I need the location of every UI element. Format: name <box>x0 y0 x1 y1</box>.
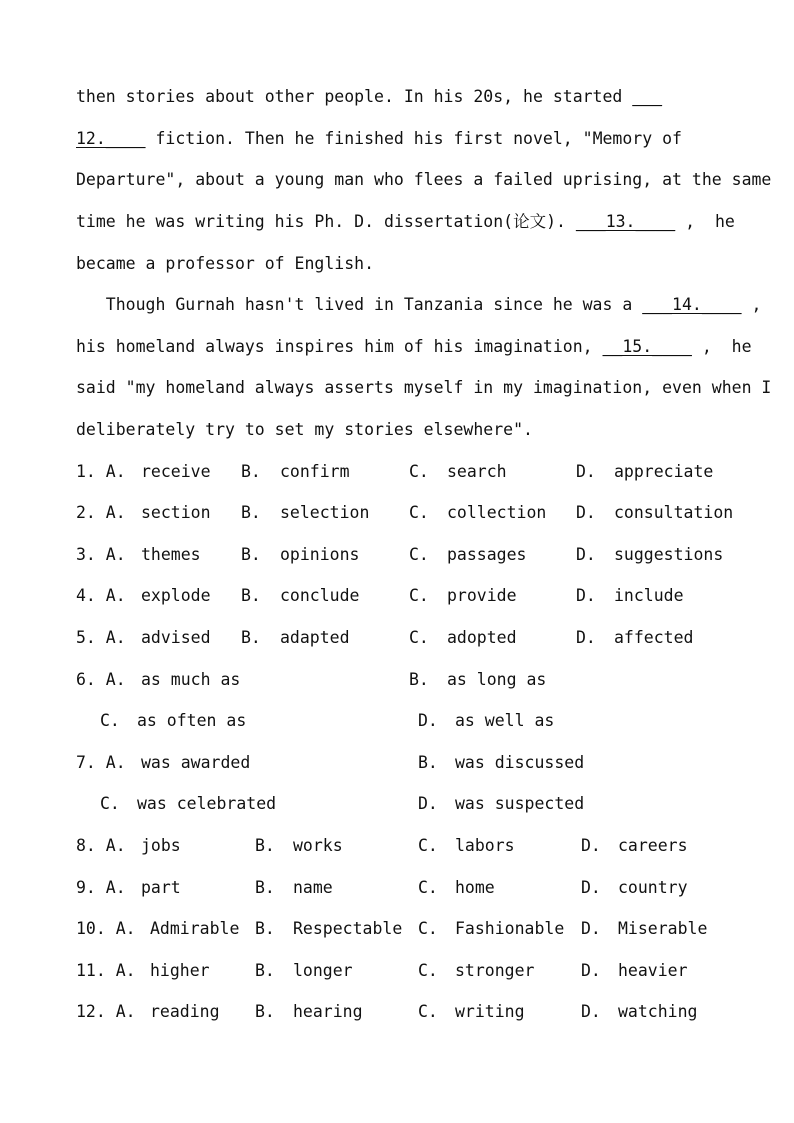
option-c: passages <box>447 545 527 564</box>
option-a: themes <box>141 545 201 564</box>
option-a: receive <box>141 462 211 481</box>
option-d: appreciate <box>614 462 714 481</box>
option-b: name <box>293 878 333 897</box>
option-c-letter: C. <box>409 545 429 564</box>
option-d-letter: D. <box>581 919 601 938</box>
text: , he <box>675 212 735 231</box>
passage-line-9: deliberately try to set my stories elsewhere". <box>76 420 533 439</box>
option-d: watching <box>618 1002 698 1021</box>
option-d-letter: D. <box>581 961 601 980</box>
option-c-letter: C. <box>418 919 438 938</box>
option-b: selection <box>280 503 370 522</box>
option-a: explode <box>141 586 211 605</box>
question-number: 1. A. <box>76 462 126 481</box>
option-b: works <box>293 836 343 855</box>
question-number: 8. A. <box>76 836 126 855</box>
passage-line-1 <box>76 86 662 108</box>
option-d-letter: D. <box>581 1002 601 1021</box>
option-a: section <box>141 503 211 522</box>
question-number: 11. A. <box>76 961 136 980</box>
option-d: careers <box>618 836 688 855</box>
option-c-letter: C. <box>409 586 429 605</box>
text: fiction. Then he finished his first novel, "Memory of <box>145 129 682 148</box>
option-c: adopted <box>447 628 517 647</box>
option-b: hearing <box>293 1002 363 1021</box>
option-d: consultation <box>614 503 734 522</box>
option-d: include <box>614 586 684 605</box>
option-d: heavier <box>618 961 688 980</box>
blank-12-start: ___ <box>632 87 663 106</box>
option-d: was suspected <box>455 794 585 813</box>
option-a: reading <box>150 1002 220 1021</box>
option-d-letter: D. <box>576 545 596 564</box>
option-c-letter: C. <box>418 836 438 855</box>
option-b-letter: B. <box>255 961 275 980</box>
option-b-letter: B. <box>241 462 261 481</box>
blank-13: ___13.____ <box>575 212 676 231</box>
passage-line-8: said "my homeland always asserts myself in my imagination, even when I <box>76 378 772 397</box>
option-c: as often as <box>137 711 247 730</box>
option-a: was awarded <box>141 753 251 772</box>
question-number: 7. A. <box>76 753 126 772</box>
option-b: conclude <box>280 586 360 605</box>
blank-15: __15.____ <box>602 337 692 356</box>
option-a: as much as <box>141 670 241 689</box>
option-c: stronger <box>455 961 535 980</box>
option-c: Fashionable <box>455 919 565 938</box>
option-b-letter: B. <box>241 628 261 647</box>
option-d-letter: D. <box>581 836 601 855</box>
option-a: advised <box>141 628 211 647</box>
question-number: 12. A. <box>76 1002 136 1021</box>
option-c-letter: C. <box>100 711 120 730</box>
passage-line-7 <box>76 336 752 358</box>
option-a: part <box>141 878 181 897</box>
blank-14: ___14.____ <box>642 295 742 314</box>
option-d: Miserable <box>618 919 708 938</box>
option-c-letter: C. <box>418 878 438 897</box>
option-c-letter: C. <box>418 1002 438 1021</box>
passage-line-2 <box>76 128 682 150</box>
option-b-letter: B. <box>255 878 275 897</box>
option-c-letter: C. <box>418 961 438 980</box>
text: time he was writing his Ph. D. dissertation(论文). <box>76 212 576 231</box>
option-c: collection <box>447 503 547 522</box>
option-c: labors <box>455 836 515 855</box>
question-number: 3. A. <box>76 545 126 564</box>
option-c-letter: C. <box>100 794 120 813</box>
option-b: opinions <box>280 545 360 564</box>
option-d: suggestions <box>614 545 724 564</box>
text: then stories about other people. In his 20s, he started <box>76 87 633 106</box>
question-number: 9. A. <box>76 878 126 897</box>
option-c: home <box>455 878 495 897</box>
option-b: adapted <box>280 628 350 647</box>
option-d: as well as <box>455 711 555 730</box>
question-number: 2. A. <box>76 503 126 522</box>
text: , <box>741 295 762 314</box>
passage-line-4 <box>76 211 735 233</box>
option-b-letter: B. <box>255 836 275 855</box>
option-d-letter: D. <box>576 586 596 605</box>
question-number: 4. A. <box>76 586 126 605</box>
option-d-letter: D. <box>418 794 438 813</box>
option-d-letter: D. <box>576 462 596 481</box>
blank-12: 12.____ <box>76 129 146 148</box>
option-c-letter: C. <box>409 462 429 481</box>
text: , he <box>691 337 752 356</box>
passage-line-6 <box>76 294 761 316</box>
option-d-letter: D. <box>581 878 601 897</box>
option-d-letter: D. <box>576 628 596 647</box>
option-b-letter: B. <box>241 503 261 522</box>
option-b: as long as <box>447 670 547 689</box>
option-a: higher <box>150 961 210 980</box>
option-b-letter: B. <box>409 670 429 689</box>
option-c-letter: C. <box>409 628 429 647</box>
passage-line-5: became a professor of English. <box>76 254 375 273</box>
option-c: writing <box>455 1002 525 1021</box>
option-a: Admirable <box>150 919 240 938</box>
option-c: provide <box>447 586 517 605</box>
option-b-letter: B. <box>255 1002 275 1021</box>
option-b: confirm <box>280 462 350 481</box>
text: Though Gurnah hasn't lived in Tanzania since he was a <box>76 295 643 314</box>
option-b-letter: B. <box>241 545 261 564</box>
option-d-letter: D. <box>418 711 438 730</box>
option-b-letter: B. <box>255 919 275 938</box>
option-b-letter: B. <box>418 753 438 772</box>
option-c: search <box>447 462 507 481</box>
option-a: jobs <box>141 836 181 855</box>
option-b: was discussed <box>455 753 585 772</box>
option-d: affected <box>614 628 694 647</box>
option-d-letter: D. <box>576 503 596 522</box>
option-d: country <box>618 878 688 897</box>
text: his homeland always inspires him of his imagination, <box>76 337 603 356</box>
option-b-letter: B. <box>241 586 261 605</box>
option-c-letter: C. <box>409 503 429 522</box>
option-b: Respectable <box>293 919 403 938</box>
option-c: was celebrated <box>137 794 277 813</box>
question-number: 5. A. <box>76 628 126 647</box>
passage-line-3: Departure", about a young man who flees a failed uprising, at the same <box>76 170 772 189</box>
question-number: 10. A. <box>76 919 136 938</box>
question-number: 6. A. <box>76 670 126 689</box>
option-b: longer <box>293 961 353 980</box>
